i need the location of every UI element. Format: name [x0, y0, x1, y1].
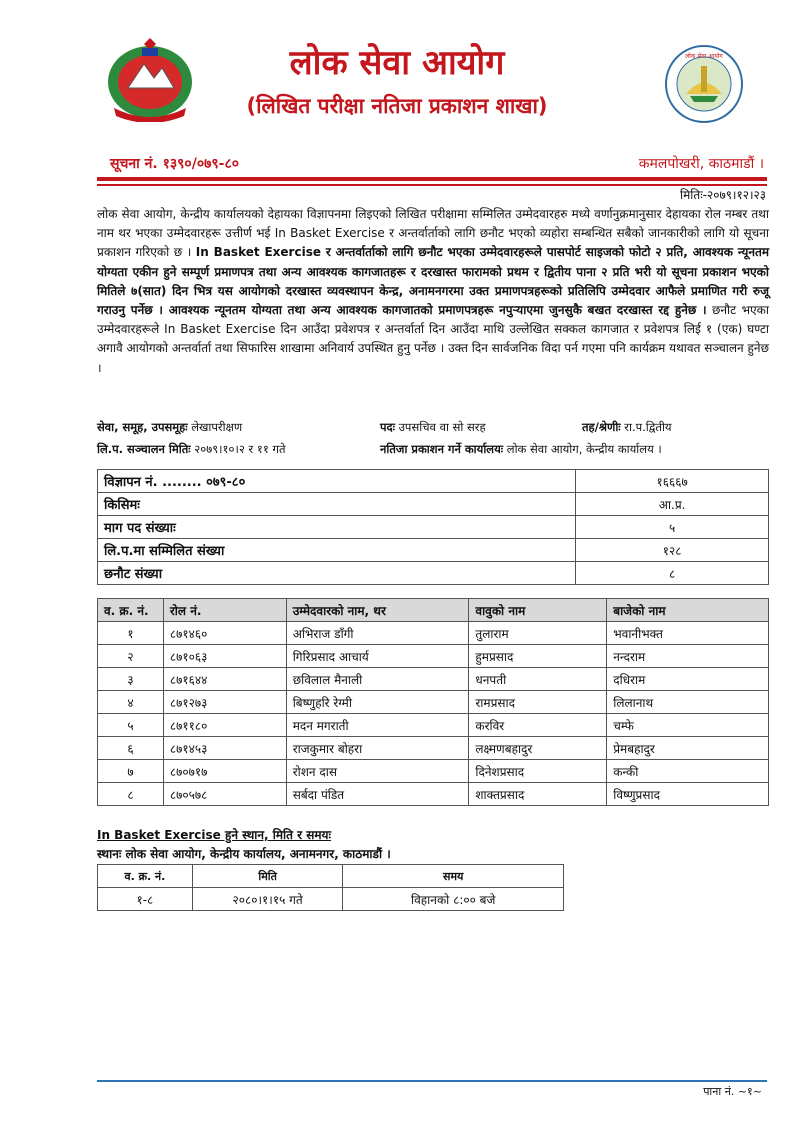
- table-row: [98, 668, 769, 691]
- notice-date: मितिः-२०७९।१२।२३: [679, 188, 766, 202]
- meta-service-label: सेवा, समूह, उपसमूहः: [97, 420, 188, 434]
- schedule-column-header: समय: [343, 865, 564, 888]
- candidate-column-header: व. क्र. नं.: [98, 599, 164, 622]
- schedule-column-header: व. क्र. नं.: [98, 865, 193, 888]
- table-row: [98, 783, 769, 806]
- table-cell: विष्णुप्रसाद: [607, 783, 769, 806]
- table-cell: ८७०७१७: [163, 760, 286, 783]
- table-row: [98, 737, 769, 760]
- table-cell: नन्दराम: [607, 645, 769, 668]
- svg-text:लोक सेवा आयोग: लोक सेवा आयोग: [685, 53, 723, 60]
- table-cell: ८७१४६०: [163, 622, 286, 645]
- office-location: कमलपोखरी, काठमाडौं ।: [638, 156, 764, 172]
- table-cell: ३: [98, 668, 164, 691]
- meta-office: [380, 442, 662, 457]
- candidate-column-header: रोल नं.: [163, 599, 286, 622]
- schedule-place: स्थानः लोक सेवा आयोग, केन्द्रीय कार्यालय, अनामनगर, काठमाडौं ।: [97, 847, 391, 861]
- summary-row: [98, 562, 769, 585]
- table-cell: २०८०।१।१५ गते: [192, 888, 343, 911]
- table-cell: चम्फे: [607, 714, 769, 737]
- table-cell: ७: [98, 760, 164, 783]
- table-cell: हुमप्रसाद: [469, 645, 607, 668]
- schedule-heading: In Basket Exercise हुने स्थान, मिति र समयः: [97, 828, 331, 842]
- summary-value: आ.प्र.: [576, 493, 769, 516]
- table-cell: १: [98, 622, 164, 645]
- summary-label: माग पद संख्याः: [98, 516, 576, 539]
- table-cell: लिलानाथ: [607, 691, 769, 714]
- table-cell: ५: [98, 714, 164, 737]
- table-cell: ८७१०६३: [163, 645, 286, 668]
- summary-label: विज्ञापन नं. ........ ०७९-८०: [98, 470, 576, 493]
- meta-level-label: तह/श्रेणीः: [582, 420, 621, 434]
- schedule-table: [97, 864, 564, 911]
- schedule-column-header: मिति: [192, 865, 343, 888]
- table-cell: रामप्रसाद: [469, 691, 607, 714]
- meta-level: [582, 420, 672, 435]
- meta-post-value: उपसचिव वा सो सरह: [398, 420, 486, 434]
- summary-row: [98, 470, 769, 493]
- meta-post-label: पदः: [380, 420, 395, 434]
- meta-post: [380, 420, 486, 435]
- summary-value: ८: [576, 562, 769, 585]
- header-rule-thin: [97, 184, 767, 186]
- summary-row: [98, 516, 769, 539]
- summary-value: १२८: [576, 539, 769, 562]
- summary-label: किसिमः: [98, 493, 576, 516]
- page-title: लोक सेवा आयोग: [289, 43, 505, 83]
- candidate-column-header: उम्मेदवारको नाम, थर: [286, 599, 469, 622]
- schedule-header-row: [98, 865, 564, 888]
- table-cell: ८७०५७८: [163, 783, 286, 806]
- table-cell: शाक्तप्रसाद: [469, 783, 607, 806]
- table-row: [98, 691, 769, 714]
- table-cell: ६: [98, 737, 164, 760]
- table-cell: ८७१६४४: [163, 668, 286, 691]
- table-cell: करविर: [469, 714, 607, 737]
- table-cell: भवानीभक्त: [607, 622, 769, 645]
- summary-label: लि.प.मा सम्मिलित संख्या: [98, 539, 576, 562]
- candidate-column-header: वावुको नाम: [469, 599, 607, 622]
- table-cell: कन्की: [607, 760, 769, 783]
- header-rule-thick: [97, 177, 767, 181]
- summary-value: ५: [576, 516, 769, 539]
- table-row: [98, 888, 564, 911]
- body-paragraph-intro: लोक सेवा आयोग, केन्द्रीय कार्यालयको देहायका विज्ञापनमा लिइएको लिखित परीक्षामा सम्मिलित उम्मेदवारहरु मध्ये वर्णानुक्रमानुसार देहायका रोल नम्बर तथा नाम थर भएका उम्मेदवारहरू उत्तीर्ण भई In Basket Exercise र अन्तर्वार्ताको लागि छनौट भएको व्यहोरा सम्बन्धित सबैको जानकारीको लागि यो सूचना प्रकाशन गरिएको छ ।: [97, 207, 769, 260]
- table-row: [98, 760, 769, 783]
- body-paragraph-attendance: छनौट भएका उम्मेदवारहरूले In Basket Exercise दिन आउँदा प्रवेशपत्र र अन्तर्वार्ता दिन आउँदा माथि उल्लेखित सक्कल कागजात र प्रवेशपत्र लिई १ (एक) घण्टा अगावै आयोगको अन्तर्वार्ता तथा सिफारिस शाखामा अनिवार्य उपस्थित हुनु पर्नेछ । उक्त दिन सार्वजनिक विदा पर्न गएमा पनि कार्यक्रम यथावत सञ्चालन हुनेछ ।: [97, 303, 769, 375]
- table-cell: मदन मगराती: [286, 714, 469, 737]
- table-cell: रोशन दास: [286, 760, 469, 783]
- table-cell: लक्ष्मणबहादुर: [469, 737, 607, 760]
- summary-table: [97, 469, 769, 585]
- footer-rule: [97, 1080, 767, 1082]
- table-row: [98, 622, 769, 645]
- summary-row: [98, 493, 769, 516]
- table-row: [98, 714, 769, 737]
- table-cell: ८७११८०: [163, 714, 286, 737]
- table-cell: ८७१२७३: [163, 691, 286, 714]
- table-cell: अभिराज डाँगी: [286, 622, 469, 645]
- table-cell: २: [98, 645, 164, 668]
- table-cell: गिरिप्रसाद आचार्य: [286, 645, 469, 668]
- meta-exam-date: [97, 442, 286, 457]
- table-cell: धनपती: [469, 668, 607, 691]
- page-subtitle: (लिखित परीक्षा नतिजा प्रकाशन शाखा): [246, 94, 548, 118]
- meta-exam-date-value: २०७९।१०।२ र ११ गते: [194, 442, 286, 456]
- meta-office-value: लोक सेवा आयोग, केन्द्रीय कार्यालय ।: [506, 442, 662, 456]
- meta-level-value: रा.प.द्वितीय: [624, 420, 672, 434]
- candidate-header-row: [98, 599, 769, 622]
- notice-body: [97, 205, 769, 378]
- table-cell: राजकुमार बोहरा: [286, 737, 469, 760]
- meta-service: [97, 420, 242, 435]
- table-cell: छविलाल मैनाली: [286, 668, 469, 691]
- table-cell: बिष्णुहरि रेग्मी: [286, 691, 469, 714]
- summary-label: छनौट संख्या: [98, 562, 576, 585]
- table-cell: सर्बदा पंडित: [286, 783, 469, 806]
- table-cell: १-८: [98, 888, 193, 911]
- notice-number: सूचना नं. १३९०/०७९-८०: [110, 156, 240, 172]
- summary-value: १६६६७: [576, 470, 769, 493]
- table-cell: ८७१४५३: [163, 737, 286, 760]
- meta-exam-date-label: लि.प. सञ्चालन मितिः: [97, 442, 191, 456]
- candidate-column-header: बाजेको नाम: [607, 599, 769, 622]
- summary-row: [98, 539, 769, 562]
- page-number: पाना नं. ~१~: [703, 1085, 762, 1098]
- table-cell: ८: [98, 783, 164, 806]
- body-paragraph-requirements: In Basket Exercise र अन्तर्वार्ताको लागि छनौट भएका उम्मेदवारहरूले पासपोर्ट साइजको फोटो २ प्रति, आवश्यक न्यूनतम योग्यता एकीन हुने सम्पूर्ण प्रमाणपत्र तथा अन्य आवश्यक कागजातहरू र दरखास्त फारामको प्रथम र द्वितीय पाना २ प्रति भरी यो सूचना प्रकाशन भएको मितिले ७(सात) दिन भित्र यस आयोगको दरखास्त व्यवस्थापन केन्द्र, अनामनगरमा उक्त प्रमाणपत्रहरूको प्रतिलिपि उम्मेदवार आफैले प्रमाणित गरी रुजू गराउनु पर्नेछ । आवश्यक न्यूनतम योग्यता तथा अन्य आवश्यक कागजातको प्रमाणपत्रहरू नपुऱ्याएमा जुनसुकै बखत दरखास्त रद्द हुनेछ ।: [97, 245, 769, 318]
- table-cell: प्रेमबहादुर: [607, 737, 769, 760]
- candidate-table: [97, 598, 769, 806]
- table-cell: दिनेशप्रसाद: [469, 760, 607, 783]
- meta-office-label: नतिजा प्रकाशन गर्ने कार्यालयः: [380, 442, 504, 456]
- table-cell: विहानको ८:०० बजे: [343, 888, 564, 911]
- meta-service-value: लेखापरीक्षण: [191, 420, 243, 434]
- table-row: [98, 645, 769, 668]
- table-cell: ४: [98, 691, 164, 714]
- table-cell: तुलाराम: [469, 622, 607, 645]
- table-cell: दधिराम: [607, 668, 769, 691]
